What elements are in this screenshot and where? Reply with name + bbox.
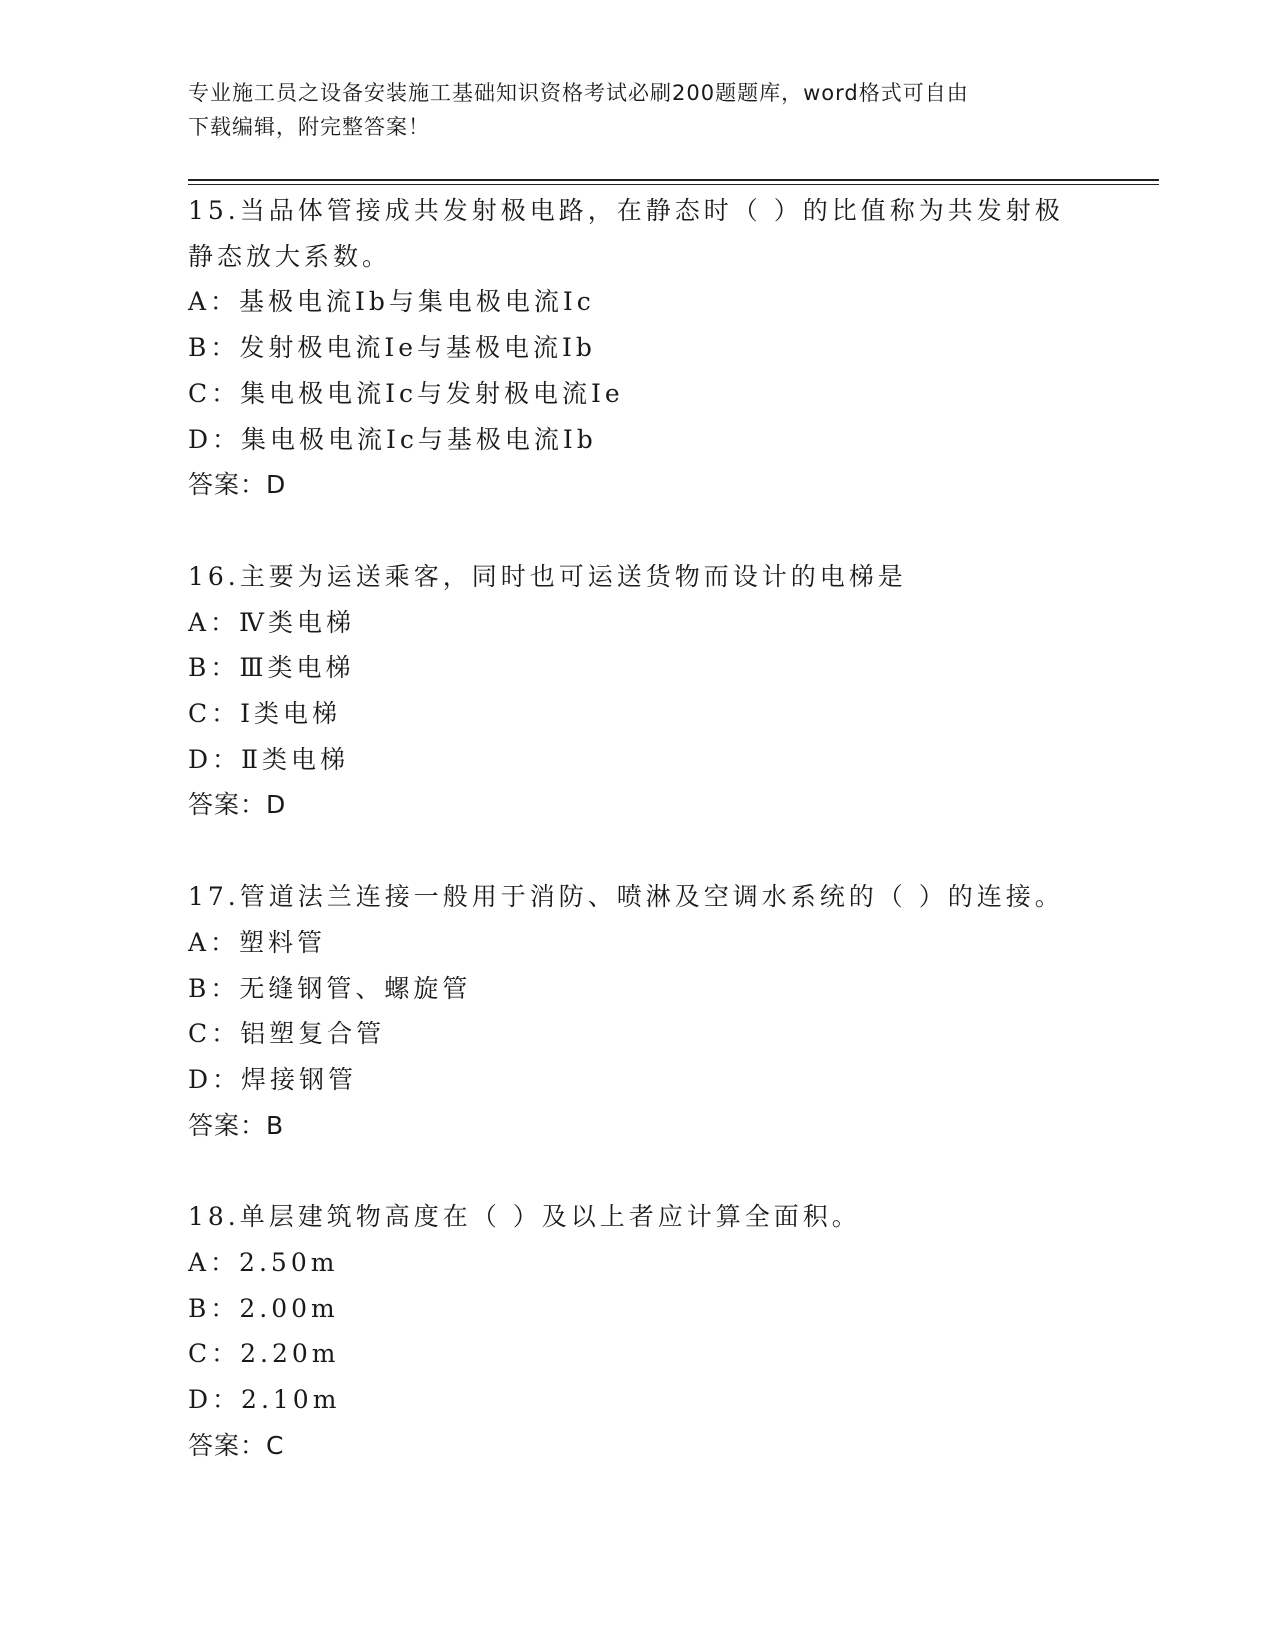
answer: 答案：C — [188, 1430, 285, 1460]
question-list — [188, 188, 1088, 1515]
option-a: A：塑料管 — [188, 927, 327, 957]
header-divider — [188, 179, 1159, 181]
option-b: B：发射极电流Ie与基极电流Ib — [188, 333, 596, 363]
question-stem: 15.当品体管接成共发射极电路，在静态时（ ）的比值称为共发射极 — [188, 196, 1064, 225]
question-stem-continued: 静态放大系数。 — [188, 241, 392, 271]
answer: 答案：D — [188, 470, 287, 500]
option-c: C：集电极电流Ic与发射极电流Ie — [188, 378, 624, 408]
option-a: A：Ⅳ类电梯 — [188, 607, 356, 637]
header-line-1: 专业施工员之设备安装施工基础知识资格考试必刷200题题库，word格式可自由 — [188, 81, 969, 105]
question-stem: 18.单层建筑物高度在（ ）及以上者应计算全面积。 — [188, 1202, 861, 1232]
option-d: D：集电极电流Ic与基极电流Ib — [188, 424, 597, 454]
header-line-2: 下载编辑，附完整答案！ — [188, 115, 430, 139]
option-a: A：基极电流Ib与集电极电流Ic — [188, 287, 595, 317]
option-c: C：铝塑复合管 — [188, 1019, 386, 1049]
question-16 — [188, 554, 1088, 828]
option-d: D：Ⅱ类电梯 — [188, 744, 350, 774]
option-d: D：焊接钢管 — [188, 1064, 358, 1094]
option-b: B：Ⅲ类电梯 — [188, 653, 355, 683]
option-b: B：无缝钢管、螺旋管 — [188, 973, 472, 1003]
question-17 — [188, 874, 1088, 1148]
option-c: C：2.20m — [188, 1339, 340, 1369]
question-18 — [188, 1194, 1088, 1468]
option-d: D：2.10m — [188, 1385, 341, 1415]
question-stem: 16.主要为运送乘客，同时也可运送货物而设计的电梯是 — [188, 561, 907, 591]
answer: 答案：B — [188, 1110, 285, 1140]
option-a: A：2.50m — [188, 1248, 339, 1278]
question-15 — [188, 188, 1088, 508]
option-b: B：2.00m — [188, 1293, 339, 1323]
header-divider-thin — [188, 184, 1159, 185]
document-header — [188, 76, 1088, 144]
answer: 答案：D — [188, 790, 287, 820]
question-stem: 17.管道法兰连接一般用于消防、喷淋及空调水系统的（ ）的连接。 — [188, 882, 1064, 912]
option-c: C：Ⅰ类电梯 — [188, 699, 342, 729]
